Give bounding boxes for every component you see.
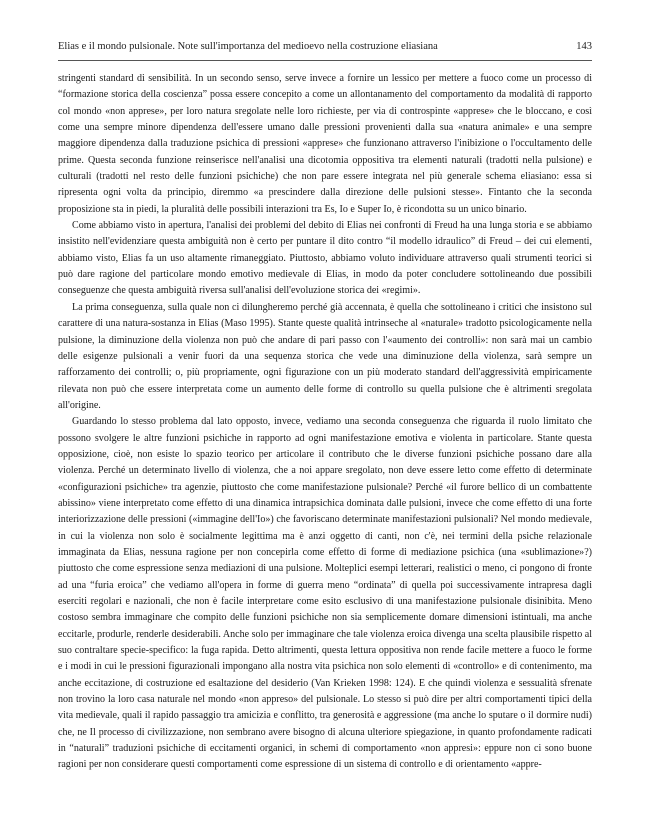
paragraph-2: Come abbiamo visto in apertura, l'analisi dei problemi del debito di Elias nei confronti di Freud ha una lunga storia e se abbiamo insistito nell'evidenziare questa ambiguità non è certo per puntare il dito contro “il modello idraulico” di Freud – dei cui elementi, abbiamo visto, Elias fa un uso altamente rimaneggiato. Piuttosto, abbiamo voluto individuare attraverso quali strumenti teorici si può dare ragione del particolare mondo emotivo medievale di Elias, in modo da poter concludere sottolineando due possibili conseguenze che questa ambiguità riversa sull'analisi dell'evoluzione storica dei «regimi».: [58, 220, 592, 297]
paragraph-4: Guardando lo stesso problema dal lato opposto, invece, vediamo una seconda conseguenza che riguarda il ruolo limitato che possono svolgere le altre funzioni psichiche in rapporto ad ogni manifestazione emotiva e violenta in particolare. Stante questa opposizione, cioè, non esiste lo spazio teorico per articolare il contributo che le diverse funzioni psichiche possano dare alla violenza. Perché un determinato livello di violenza, che a noi appare sregolato, non deve essere letto come effetto di determinate «configurazioni psichiche» tra agenzie, piuttosto che come manifestazione pulsionale? Perché «il furore bellico di un combattente abissino» viene interpretato come effetto di una dinamica intrapsichica dominata dalle pulsioni, invece che come effetto di una forte interiorizzazione delle pressioni («immagine dell'Io») che favoriscano determinate manifestazioni pulsionali? Nel mondo medievale, in cui la violenza non solo è socialmente legittima ma è anzi oggetto di canti, non c'è, nei termini della psiche relazionale immaginata da Elias, nessuna ragione per non concepirla come effetto di forme di mediazione psichica (una «sublimazione»?) piuttosto che come espressione senza mediazioni di una pulsione. Molteplici esempi letterari, realistici o meno, ci pongono di fronte ad una “furia eroica” che vediamo all'opera in forme di guerra meno “ordinata” di quella poi successivamente intrapresa dagli eserciti regolari e nazionali, che non è facile interpretare come esito esclusivo di una manifestazione pulsionale disinibita. Meno costoso sembra immaginare che compito delle funzioni psichiche non sia semplicemente domare dimensioni istintuali, ma anche eccitarle, produrle, renderle desiderabili. Anche solo per immaginare che tale violenza eroica divenga una scelta plausibile rispetto al suo contraltare specie-specifico: la fuga rapida. Detto altrimenti, questa lettura oppositiva non rende facile mettere a fuoco le forme e i modi in cui le pressioni figurazionali impongano alla nostra vita psichica non solo elementi di «controllo» e di contenimento, ma anche eccitazione, di costruzione ed esaltazione del desiderio (Van Krieken 1998: 124). E che quindi violenza e sessualità sfrenate non trovino la loro casa naturale nel mondo «non appreso» del pulsionale. Lo stesso si può dire per altri comportamenti tipici della vita medievale, quali il rapido passaggio tra amicizia e conflitto, tra generosità e aggressione (ma anche lo sputare o il dormire nudi) che, ne Il processo di civilizzazione, non sembrano avere bisogno di alcuna ulteriore spiegazione, in quanto profondamente radicati in “naturali” traduzioni psichiche di eccitamenti organici, in schemi di comportamento «non appresi»: eppure non ci sono buone ragioni per non considerare questi comportamenti come espressione di un sistema di controllo e di orientamento «appre-: [58, 416, 592, 771]
running-header: [58, 40, 592, 54]
paragraph-1: stringenti standard di sensibilità. In un secondo senso, serve invece a fornire un lessico per mettere a fuoco come un processo di “formazione storica della coscienza” possa essere concepito a come un allontanamento del comportamento da modalità di rapporto col mondo «non apprese», per loro natura sregolate nelle loro richieste, per via di controspinte «apprese» che le bloccano, e così come una sempre minore dipendenza dell'essere umano dalle pressioni provenienti dalla sua «natura animale» e una sempre maggiore dipendenza dalla traduzione psichica di pressioni «apprese» che funzionano attraverso l'inibizione o l'occultamento delle prime. Questa seconda funzione reinserisce nell'analisi una dicotomia oppositiva tra elementi naturali (tradotti nella pulsione) e culturali (tradotti nel resto delle funzioni psichiche) che non pare essere integrata nel più generale schema eliasiano: essa si ripresenta ogni volta da principio, diremmo «a prescindere dalla direzione delle pulsioni stesse». Fintanto che la seconda proposizione sta in piedi, la pluralità delle possibili interazioni tra Es, Io e Super Io, è ricondotta su un unico binario.: [58, 73, 592, 215]
running-title: Elias e il mondo pulsionale. Note sull'importanza del medioevo nella costruzione eliasiana: [58, 41, 438, 52]
header-rule: [58, 60, 592, 61]
body-text: [58, 71, 592, 774]
paragraph-3: La prima conseguenza, sulla quale non ci dilungheremo perché già accennata, è quella che sottolineano i critici che insistono sul carattere di una natura-sostanza in Elias (Maso 1995). Stante queste qualità intrinseche al «naturale» tradotto psicologicamente nella pulsione, la diminuzione della violenza non può che andare di pari passo con l'«aumento dei controlli»: non sarà mai un cambio delle esigenze pulsionali a venir fuori da una sequenza storica che vede una diminuzione della violenza, sarà sempre un rafforzamento dei controlli; o, più propriamente, ogni figurazione con un più moderato standard dell'aggressività empiricamente rilevata non può che essere interpretata come un aumento delle forme di controllo su quella pulsione che è altrimenti sregolata all'origine.: [58, 301, 592, 411]
page-number: 143: [576, 41, 592, 52]
